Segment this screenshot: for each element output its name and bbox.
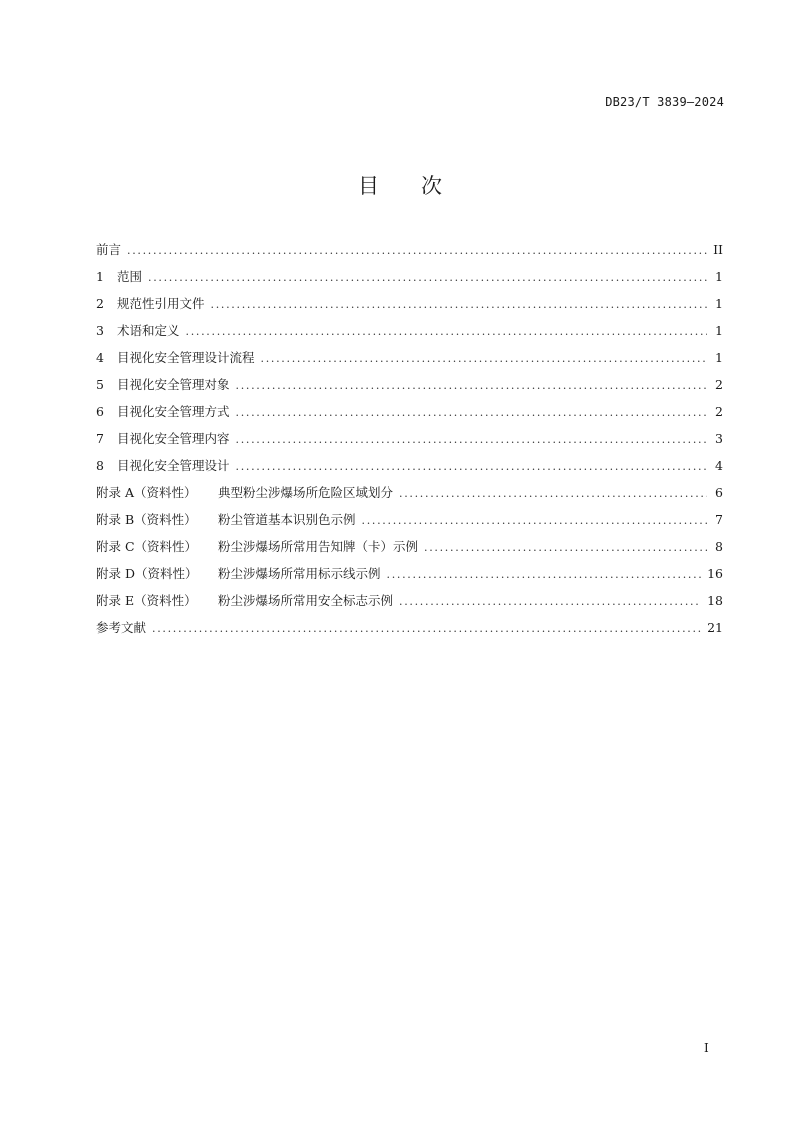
- toc-annex-label: 附录 A（资料性）: [96, 485, 197, 500]
- toc-entry-title: 粉尘管道基本识别色示例: [218, 512, 356, 527]
- toc-entry-number: 4: [96, 350, 104, 365]
- dot-leader: [236, 379, 707, 392]
- toc-entry-page: 3: [715, 431, 723, 446]
- toc-entry-title: 范围: [117, 269, 143, 284]
- toc-entry-title: 规范性引用文件: [117, 296, 205, 311]
- dot-leader: [186, 325, 707, 338]
- toc-annex-label: 附录 B（资料性）: [96, 512, 197, 527]
- toc-entry-title: 典型粉尘涉爆场所危险区域划分: [218, 485, 394, 500]
- dot-leader: [211, 298, 707, 311]
- toc-entry-title: 参考文献: [96, 620, 147, 635]
- toc-entry-page: 1: [715, 350, 723, 365]
- toc-entry[interactable]: [96, 375, 723, 402]
- toc-entry-number: 2: [96, 296, 104, 311]
- toc-annex-label: 附录 D（资料性）: [96, 566, 198, 581]
- toc-entry-page: 1: [715, 269, 723, 284]
- table-of-contents: [96, 240, 723, 645]
- toc-entry-page: 2: [715, 404, 723, 419]
- dot-leader: [399, 487, 707, 500]
- toc-entry-title: 粉尘涉爆场所常用告知牌（卡）示例: [218, 539, 419, 554]
- toc-entry[interactable]: [96, 456, 723, 483]
- toc-entry-number: 7: [96, 431, 104, 446]
- toc-entry[interactable]: [96, 618, 723, 645]
- toc-entry[interactable]: [96, 429, 723, 456]
- toc-entry[interactable]: [96, 294, 723, 321]
- toc-annex-label: 附录 C（资料性）: [96, 539, 198, 554]
- toc-entry[interactable]: [96, 348, 723, 375]
- toc-entry-title: 目视化安全管理设计流程: [117, 350, 255, 365]
- toc-entry-number: 6: [96, 404, 104, 419]
- page-number: I: [704, 1041, 709, 1055]
- toc-entry[interactable]: [96, 402, 723, 429]
- toc-entry-title: 目视化安全管理对象: [117, 377, 230, 392]
- dot-leader: [148, 271, 707, 284]
- toc-entry[interactable]: [96, 564, 723, 591]
- toc-entry-title: 目视化安全管理内容: [117, 431, 230, 446]
- toc-entry-title: 目视化安全管理设计: [117, 458, 230, 473]
- toc-entry-page: 1: [715, 323, 723, 338]
- toc-entry-title: 术语和定义: [117, 323, 180, 338]
- toc-entry[interactable]: [96, 483, 723, 510]
- toc-entry-number: 1: [96, 269, 104, 284]
- dot-leader: [236, 433, 707, 446]
- dot-leader: [387, 568, 702, 581]
- toc-entry-page: 16: [707, 566, 723, 581]
- dot-leader: [127, 244, 707, 257]
- toc-entry-page: 2: [715, 377, 723, 392]
- toc-entry-page: 18: [707, 593, 723, 608]
- toc-entry-page: 1: [715, 296, 723, 311]
- page-title: 目次: [358, 174, 484, 198]
- dot-leader: [236, 460, 707, 473]
- toc-entry[interactable]: [96, 240, 723, 267]
- toc-entry-page: 21: [707, 620, 723, 635]
- toc-entry[interactable]: [96, 321, 723, 348]
- toc-entry-page: II: [713, 242, 723, 257]
- toc-entry-title: 粉尘涉爆场所常用安全标志示例: [218, 593, 394, 608]
- toc-entry[interactable]: [96, 591, 723, 618]
- toc-entry-page: 6: [715, 485, 723, 500]
- toc-entry-number: 3: [96, 323, 104, 338]
- toc-entry-number: 8: [96, 458, 104, 473]
- dot-leader: [152, 622, 701, 635]
- toc-annex-label: 附录 E（资料性）: [96, 593, 197, 608]
- toc-entry-title: 目视化安全管理方式: [117, 404, 230, 419]
- dot-leader: [236, 406, 707, 419]
- dot-leader: [399, 595, 701, 608]
- document-code: DB23/T 3839—2024: [605, 95, 724, 109]
- toc-entry[interactable]: [96, 267, 723, 294]
- dot-leader: [362, 514, 707, 527]
- toc-entry-title: 粉尘涉爆场所常用标示线示例: [218, 566, 381, 581]
- dot-leader: [424, 541, 707, 554]
- toc-entry-number: 5: [96, 377, 104, 392]
- toc-entry-page: 8: [715, 539, 723, 554]
- toc-entry[interactable]: [96, 537, 723, 564]
- toc-entry-page: 4: [715, 458, 723, 473]
- toc-entry-page: 7: [715, 512, 723, 527]
- toc-entry-title: 前言: [96, 242, 122, 257]
- dot-leader: [261, 352, 707, 365]
- toc-entry[interactable]: [96, 510, 723, 537]
